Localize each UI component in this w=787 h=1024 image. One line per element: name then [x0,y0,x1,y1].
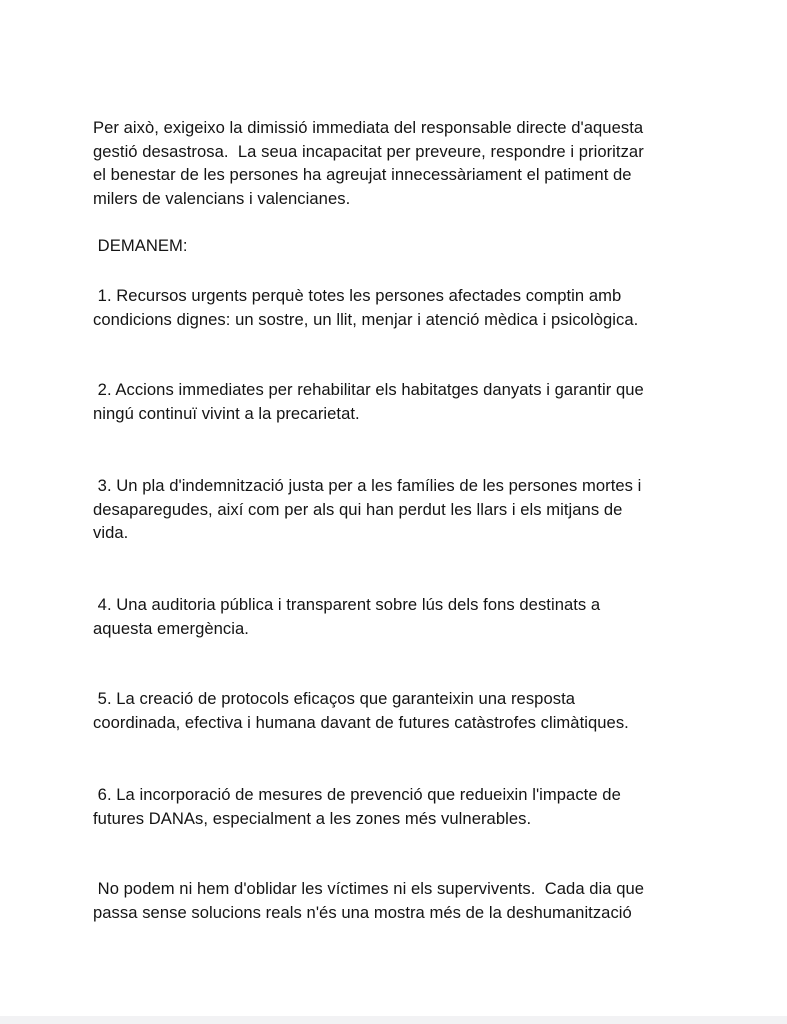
demand-item-1: 1. Recursos urgents perquè totes les persones afectades comptin amb condicions dignes: un sostre, un llit, menjar i atenció mèdica i psicològica. [93,286,639,329]
demand-item-6: 6. La incorporació de mesures de prevenció que redueixin l'impacte de futures DANAs, especialment a les zones més vulnerables. [93,785,621,828]
demands-heading: DEMANEM: [93,236,188,255]
demand-item-2: 2. Accions immediates per rehabilitar els habitatges danyats i garantir que ningú continuï vivint a la precarietat. [93,380,644,423]
page-bottom-edge [0,1016,787,1024]
demand-item-3: 3. Un pla d'indemnització justa per a les famílies de les persones mortes i desaparegudes, així com per als qui han perdut les llars i els mitjans de vida. [93,476,642,542]
intro-paragraph: Per això, exigeixo la dimissió immediata del responsable directe d'aquesta gestió desastrosa. La seua incapacitat per preveure, respondre i prioritzar el benestar de les persones ha agreujat innecessàriament el patiment de milers de valencians i valencianes. [93,118,644,208]
closing-paragraph: No podem ni hem d'oblidar les víctimes ni els supervivents. Cada dia que passa sense solucions reals n'és una mostra més de la deshumanització [93,879,645,922]
demand-item-5: 5. La creació de protocols eficaços que garanteixin una resposta coordinada, efectiva i humana davant de futures catàstrofes climàtiques. [93,689,629,732]
demand-item-4: 4. Una auditoria pública i transparent sobre lús dels fons destinats a aquesta emergència. [93,595,601,638]
